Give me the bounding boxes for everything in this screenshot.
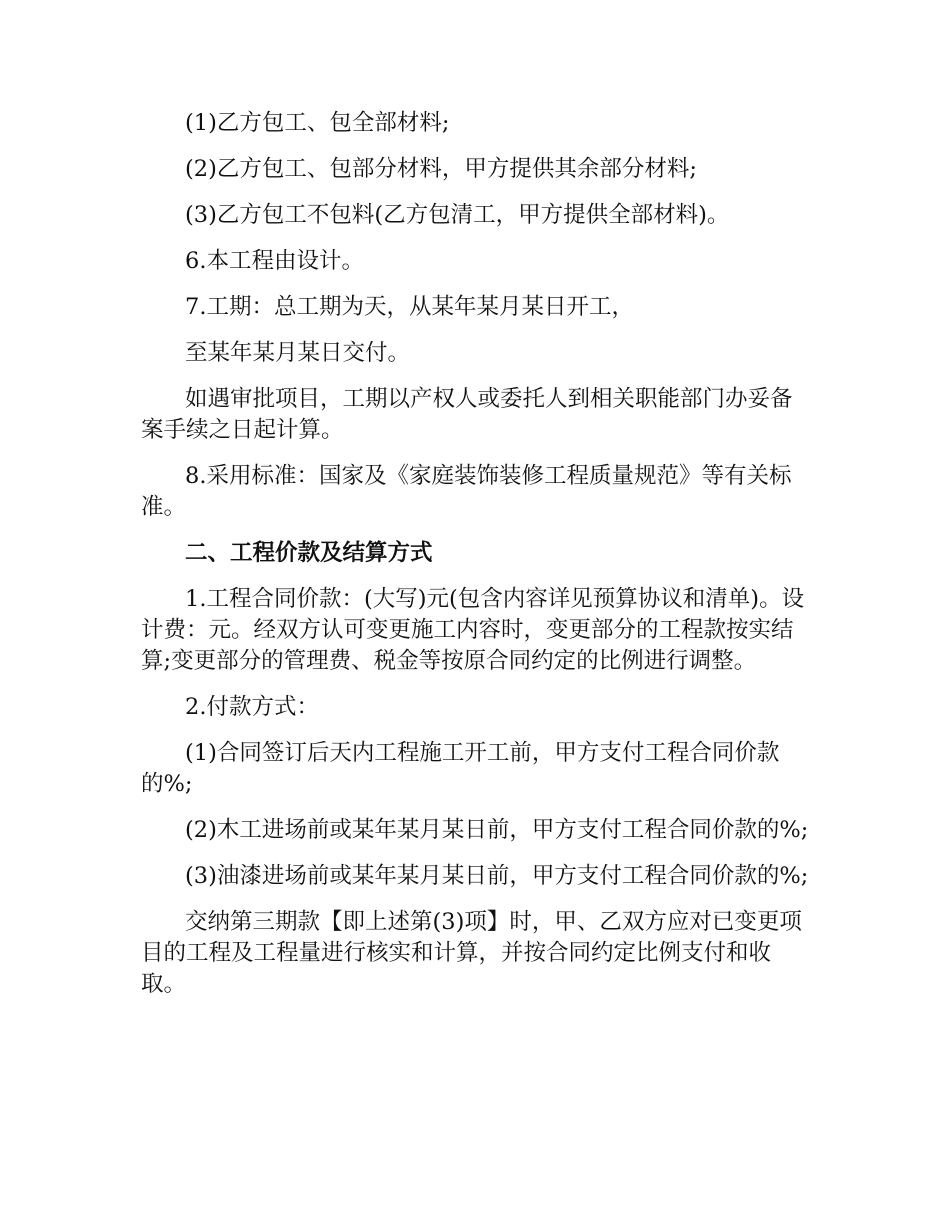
clause-price: 1.工程合同价款：(大写)元(包含内容详见预算协议和清单)。设计费：元。经双方认可变更施工内容时，变更部分的工程款按实结算;变更部分的管理费、税金等按原合同约定的比例进行调整。 [141, 586, 805, 674]
document-body [141, 108, 811, 1015]
clause-7-schedule: 7.工期：总工期为天，从某年某月某日开工， [185, 294, 634, 320]
payment-item-3: (3)油漆进场前或某年某月某日前，甲方支付工程合同价款的%; [185, 863, 809, 889]
payment-item-1: (1)合同签订后天内工程施工开工前，甲方支付工程合同价款的%; [141, 740, 780, 797]
clause-item-1: (1)乙方包工、包全部材料; [185, 110, 450, 136]
payment-item-2: (2)木工进场前或某年某月某日前，甲方支付工程合同价款的%; [185, 817, 809, 843]
clause-7-approval-note: 如遇审批项目，工期以产权人或委托人到相关职能部门办妥备案手续之日起计算。 [141, 386, 793, 443]
clause-payment-method: 2.付款方式： [185, 694, 319, 720]
clause-8-standards: 8.采用标准：国家及《家庭装饰装修工程质量规范》等有关标准。 [141, 463, 792, 520]
clause-7-delivery: 至某年某月某日交付。 [185, 340, 411, 366]
clause-item-2: (2)乙方包工、包部分材料，甲方提供其余部分材料; [185, 156, 697, 182]
section-heading-price-settlement: 二、工程价款及结算方式 [185, 540, 433, 566]
clause-item-3: (3)乙方包工不包料(乙方包清工，甲方提供全部材料)。 [185, 202, 730, 228]
payment-third-installment-note: 交纳第三期款【即上述第(3)项】时，甲、乙双方应对已变更项目的工程及工程量进行核实和计算，并按合同约定比例支付和收取。 [141, 909, 802, 997]
clause-6-design: 6.本工程由设计。 [185, 248, 364, 274]
